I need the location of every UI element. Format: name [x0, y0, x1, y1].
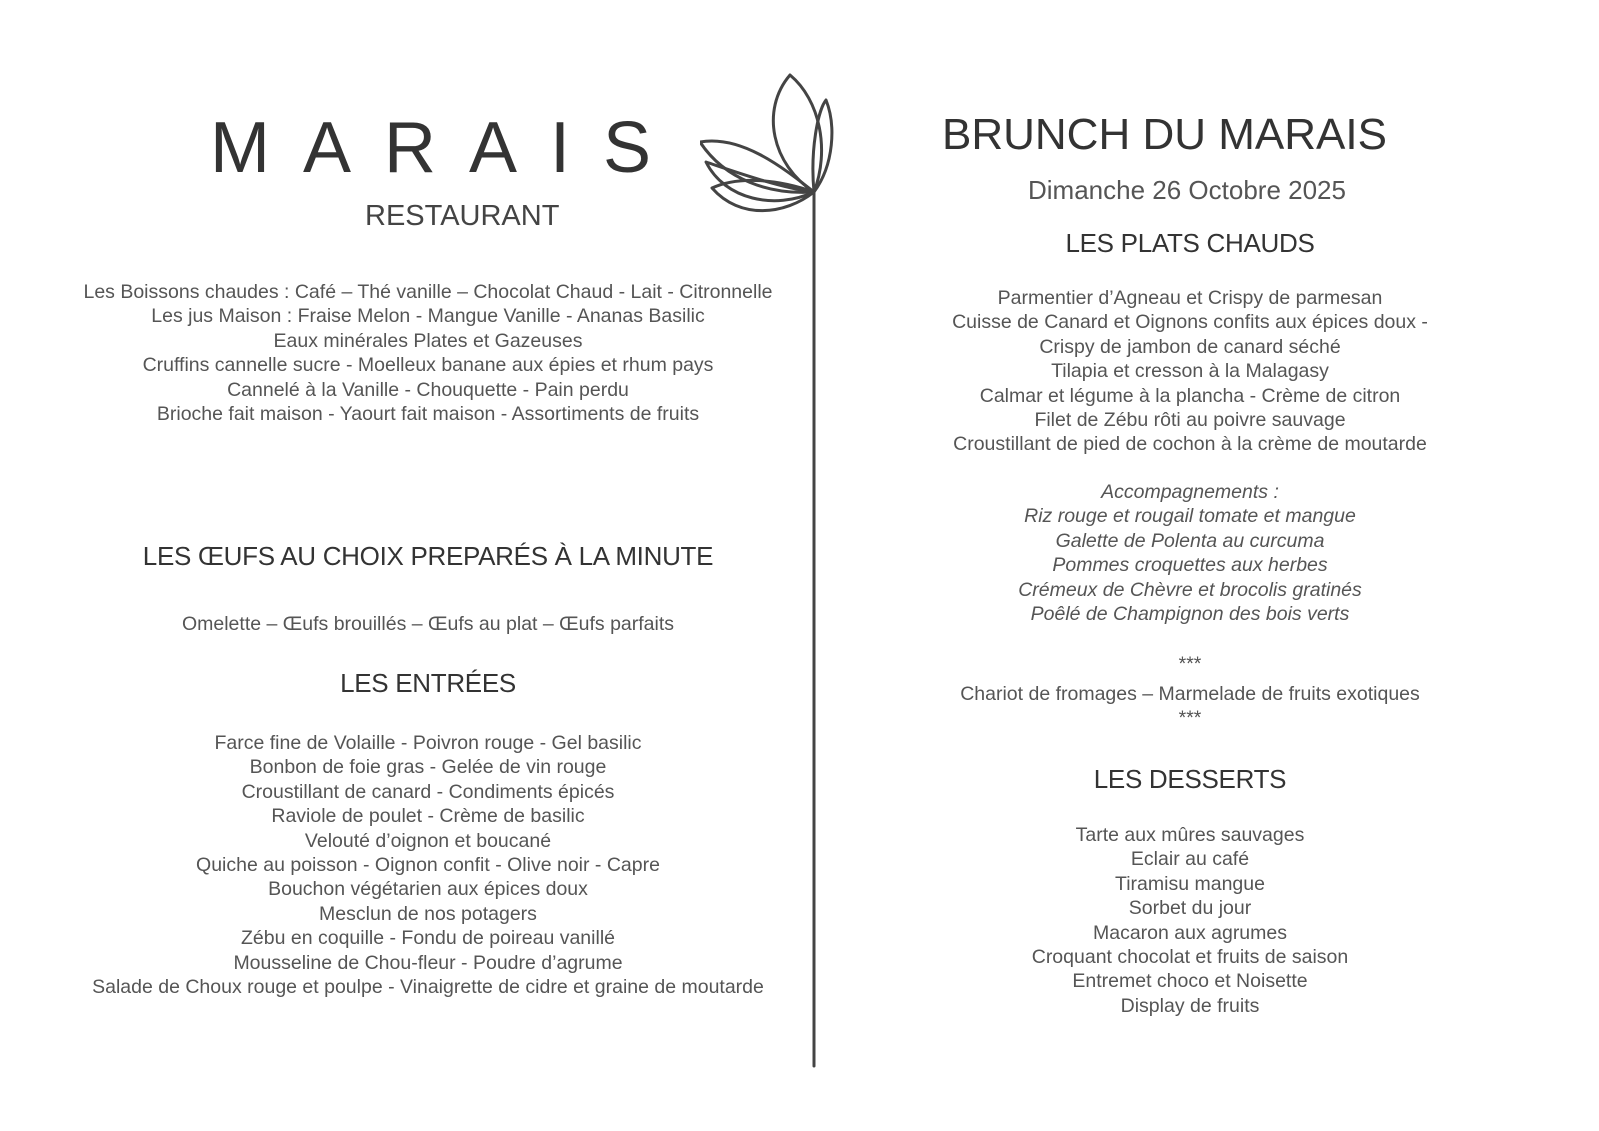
list-item: Les jus Maison : Fraise Melon - Mangue Vanille - Ananas Basilic [151, 305, 705, 328]
list-item: Filet de Zébu rôti au poivre sauvage [1034, 409, 1346, 432]
list-item: Les Boissons chaudes : Café – Thé vanille – Chocolat Chaud - Lait - Citronnelle [83, 281, 773, 303]
list-item: Pommes croquettes aux herbes [1052, 554, 1328, 577]
list-item: Crémeux de Chèvre et brocolis gratinés [1018, 578, 1362, 601]
list-item: Eaux minérales Plates et Gazeuses [273, 329, 583, 352]
list-item: Crispy de jambon de canard séché [1039, 335, 1341, 358]
list-item: Cannelé à la Vanille - Chouquette - Pain perdu [227, 378, 629, 401]
list-item: Eclair au café [1130, 848, 1250, 871]
list-item: Macaron aux agrumes [1092, 921, 1287, 944]
entrees-list [68, 731, 788, 999]
oeufs-items: Omelette – Œufs brouillés – Œufs au plat – Œufs parfaits [181, 613, 675, 635]
oeufs-title: LES ŒUFS AU CHOIX PREPARÉS À LA MINUTE [142, 541, 714, 571]
list-item: Croquant chocolat et fruits de saison [1031, 946, 1349, 969]
accompagnements-list [900, 480, 1480, 626]
list-item: Tarte aux mûres sauvages [1075, 824, 1305, 846]
desserts-title: LES DESSERTS [1093, 764, 1287, 794]
brunch-title: BRUNCH DU MARAIS [942, 110, 1387, 159]
list-item: Quiche au poisson - Oignon confit - Olive noir - Capre [196, 854, 660, 877]
list-item: Zébu en coquille - Fondu de poireau vanillé [241, 927, 615, 950]
list-item: Salade de Choux rouge et poulpe - Vinaigrette de cidre et graine de moutarde [92, 976, 764, 999]
list-item: Cuisse de Canard et Oignons confits aux épices doux - [952, 311, 1428, 334]
plats-title: LES PLATS CHAUDS [1065, 228, 1315, 258]
list-item: Calmar et légume à la plancha - Crème de citron [979, 384, 1401, 407]
list-item: Poêlé de Champignon des bois verts [1030, 603, 1350, 626]
boissons-list [68, 280, 788, 426]
list-item: Tilapia et cresson à la Malagasy [1051, 360, 1329, 383]
list-item: Galette de Polenta au curcuma [1055, 529, 1325, 552]
desserts-list [900, 823, 1480, 1018]
accompagnements-title: Accompagnements : [1101, 481, 1279, 503]
list-item: Sorbet du jour [1128, 897, 1252, 920]
plats-list [900, 286, 1480, 457]
list-item: Entremet choco et Noisette [1072, 970, 1308, 993]
list-item: Brioche fait maison - Yaourt fait maison - Assortiments de fruits [156, 403, 700, 426]
list-item: Display de fruits [1120, 994, 1260, 1017]
list-item: Velouté d’oignon et boucané [304, 829, 552, 852]
list-item: Mousseline de Chou-fleur - Poudre d’agrume [233, 951, 623, 974]
separator-top: *** [1178, 653, 1202, 675]
list-item: Raviole de poulet - Crème de basilic [271, 805, 585, 828]
separator-bottom: *** [1178, 707, 1202, 729]
list-item: Farce fine de Volaille - Poivron rouge - Gel basilic [214, 732, 642, 754]
list-item: Tiramisu mangue [1115, 872, 1265, 895]
list-item: Parmentier d’Agneau et Crispy de parmesan [997, 287, 1383, 309]
list-item: Mesclun de nos potagers [319, 902, 537, 925]
list-item: Bouchon végétarien aux épices doux [268, 878, 588, 901]
brand-title: MARAIS [210, 108, 685, 188]
list-item: Croustillant de canard - Condiments épicés [241, 780, 615, 803]
list-item: Cruffins cannelle sucre - Moelleux banane aux épies et rhum pays [142, 354, 714, 377]
list-item: Bonbon de foie gras - Gelée de vin rouge [249, 756, 607, 779]
brunch-date: Dimanche 26 Octobre 2025 [1028, 175, 1346, 205]
entrees-title: LES ENTRÉES [340, 668, 516, 698]
list-item: Croustillant de pied de cochon à la crème de moutarde [953, 433, 1427, 456]
brand-subtitle: RESTAURANT [365, 200, 560, 232]
fromages-line: Chariot de fromages – Marmelade de fruits exotiques [960, 683, 1420, 705]
list-item: Riz rouge et rougail tomate et mangue [1024, 505, 1356, 528]
